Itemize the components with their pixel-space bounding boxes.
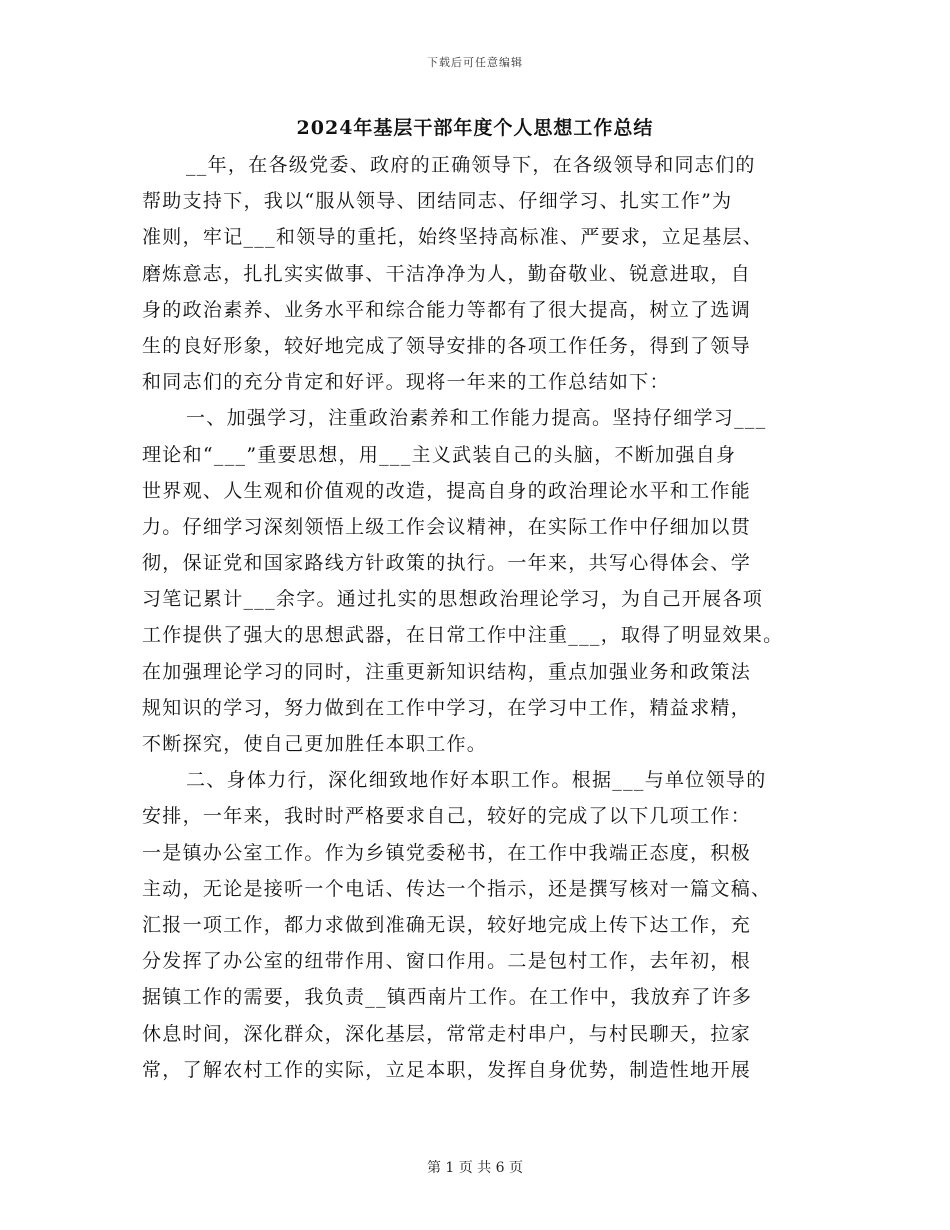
paragraph-line: 常，了解农村工作的实际，立足本职，发挥自身优势，制造性地开展 — [142, 1058, 752, 1081]
paragraph-line: 汇报一项工作，都力求做到准确无误，较好地完成上传下达工作，充 — [142, 913, 752, 936]
page-header-note: 下载后可任意编辑 — [427, 56, 523, 69]
paragraph-line: 休息时间，深化群众，深化基层，常常走村串户，与村民聊天，拉家 — [142, 1022, 752, 1045]
paragraph-line: 规知识的学习，努力做到在工作中学习，在学习中工作，精益求精， — [142, 696, 752, 719]
paragraph-line: 和同志们的充分肯定和好评。现将一年来的工作总结如下： — [142, 371, 670, 394]
paragraph-line: 二、身体力行，深化细致地作好本职工作。根据___与单位领导的 — [186, 769, 767, 792]
paragraph-line: 主动，无论是接听一个电话、传达一个指示，还是撰写核对一篇文稿、 — [142, 877, 772, 900]
paragraph-line: 据镇工作的需要，我负责__镇西南片工作。在工作中，我放弃了许多 — [142, 986, 753, 1009]
paragraph-line: 在加强理论学习的同时，注重更新知识结构，重点加强业务和政策法 — [142, 660, 752, 683]
paragraph-line: 生的良好形象，较好地完成了领导安排的各项工作任务，得到了领导 — [142, 334, 752, 357]
paragraph-line: 习笔记累计___余字。通过扎实的思想政治理论学习，为自己开展各项 — [142, 588, 764, 611]
paragraph-line: 不断探究，使自己更加胜任本职工作。 — [142, 733, 488, 755]
paragraph-line: 准则，牢记___和领导的重托，始终坚持高标准、严要求，立足基层、 — [142, 226, 764, 249]
paragraph-line: 工作提供了强大的思想武器，在日常工作中注重___，取得了明显效果。 — [142, 624, 784, 647]
document-title: 2024年基层干部年度个人思想工作总结 — [296, 117, 654, 139]
paragraph-line: __年，在各级党委、政府的正确领导下，在各级领导和同志们的 — [186, 154, 756, 176]
paragraph-line: 分发挥了办公室的纽带作用、窗口作用。二是包村工作，去年初，根 — [142, 950, 752, 973]
paragraph-line: 力。仔细学习深刻领悟上级工作会议精神，在实际工作中仔细加以贯 — [142, 515, 752, 538]
paragraph-line: 彻，保证党和国家路线方针政策的执行。一年来，共写心得体会、学 — [142, 552, 752, 575]
page-number: 第 1 页 共 6 页 — [426, 1160, 524, 1176]
paragraph-line: 身的政治素养、业务水平和综合能力等都有了很大提高，树立了选调 — [142, 298, 752, 321]
paragraph-line: 帮助支持下，我以“服从领导、团结同志、仔细学习、扎实工作”为 — [142, 190, 733, 213]
paragraph-line: 一是镇办公室工作。作为乡镇党委秘书，在工作中我端正态度，积极 — [142, 841, 752, 864]
paragraph-line: 理论和“___”重要思想，用___主义武装自己的头脑，不断加强自身 — [142, 443, 737, 466]
paragraph-line: 磨炼意志，扎扎实实做事、干洁净净为人，勤奋敬业、锐意进取，自 — [142, 262, 752, 285]
paragraph-line: 安排，一年来，我时时严格要求自己，较好的完成了以下几项工作： — [142, 805, 752, 828]
paragraph-line: 一、加强学习，注重政治素养和工作能力提高。坚持仔细学习___ — [186, 407, 767, 430]
paragraph-line: 世界观、人生观和价值观的改造，提高自身的政治理论水平和工作能 — [142, 479, 752, 502]
document-body — [142, 147, 802, 1088]
